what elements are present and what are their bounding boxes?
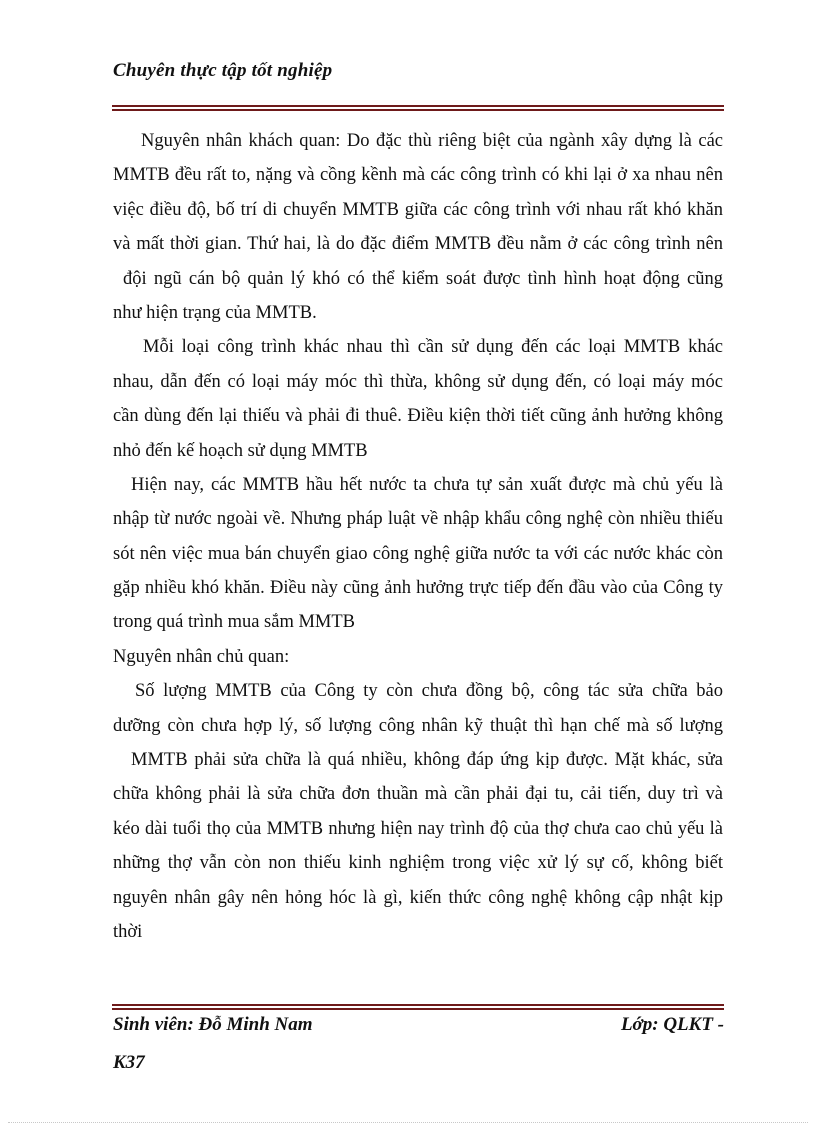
paragraph-line: thời <box>113 921 143 942</box>
paragraph-line: Mỗi loại công trình khác nhau thì cần sử dụng đến các loại MMTB khác <box>143 337 723 358</box>
footer-class-code: K37 <box>113 1052 145 1073</box>
footer-class-label: Lớp: QLKT - <box>620 1014 724 1035</box>
paragraph-line: kéo dài tuổi thọ của MMTB nhưng hiện nay trình độ của thợ chưa cao chủ yếu là <box>113 818 723 839</box>
paragraph-line: việc điều độ, bố trí di chuyển MMTB giữa các công trình với nhau rất khó khăn <box>113 199 723 220</box>
paragraph-line: MMTB phải sửa chữa là quá nhiều, không đáp ứng kịp được. Mặt khác, sửa <box>131 750 723 771</box>
paragraph-line: gặp nhiều khó khăn. Điều này cũng ảnh hưởng trực tiếp đến đầu vào của Công ty <box>113 578 723 599</box>
paragraph-line: đội ngũ cán bộ quản lý khó có thể kiểm soát được tình hình hoạt động cũng <box>123 268 723 289</box>
paragraph-line: Nguyên nhân chủ quan: <box>113 646 290 667</box>
paragraph-line: trong quá trình mua sắm MMTB <box>113 612 356 633</box>
paragraph-line: nhau, dẫn đến có loại máy móc thì thừa, không sử dụng đến, có loại máy móc <box>113 371 723 392</box>
paragraph-line: nguyên nhân gây nên hỏng hóc là gì, kiến thức công nghệ không cập nhật kịp <box>113 887 723 908</box>
paragraph-line: những thợ vẫn còn non thiếu kinh nghiệm trong việc xử lý sự cố, không biết <box>113 853 723 874</box>
footer-student-name: Sinh viên: Đỗ Minh Nam <box>113 1014 313 1035</box>
paragraph-line: Hiện nay, các MMTB hầu hết nước ta chưa tự sản xuất được mà chủ yếu là <box>131 474 723 495</box>
paragraph-line: sót nên việc mua bán chuyển giao công nghệ giữa nước ta với các nước khác còn <box>113 543 723 564</box>
paragraph-line: cần dùng đến lại thiếu và phải đi thuê. Điều kiện thời tiết cũng ảnh hưởng không <box>113 406 723 427</box>
paragraph-line: như hiện trạng của MMTB. <box>113 302 317 323</box>
footer-divider <box>112 1004 724 1010</box>
paragraph-line: nhập từ nước ngoài về. Nhưng pháp luật về nhập khẩu công nghệ còn nhiều thiếu <box>113 509 723 530</box>
document-header-title: Chuyên thực tập tốt nghiệp <box>113 60 333 81</box>
paragraph-line: dưỡng còn chưa hợp lý, số lượng công nhân kỹ thuật thì hạn chế mà số lượng <box>113 715 723 736</box>
paragraph-line: Số lượng MMTB của Công ty còn chưa đồng bộ, công tác sửa chữa bảo <box>135 681 723 702</box>
header-divider <box>112 105 724 111</box>
paragraph-line: nhỏ đến kế hoạch sử dụng MMTB <box>113 440 368 461</box>
paragraph-line: và mất thời gian. Thứ hai, là do đặc điểm MMTB đều nằm ở các công trình nên <box>113 234 723 255</box>
paragraph-line: chữa không phải là sửa chữa đơn thuần mà cần phải đại tu, cải tiến, duy trì và <box>113 784 723 805</box>
document-body <box>113 124 723 949</box>
paragraph-line: MMTB đều rất to, nặng và cồng kềnh mà các công trình có khi lại ở xa nhau nên <box>113 165 723 186</box>
paragraph-line: Nguyên nhân khách quan: Do đặc thù riêng biệt của ngành xây dựng là các <box>141 131 723 151</box>
